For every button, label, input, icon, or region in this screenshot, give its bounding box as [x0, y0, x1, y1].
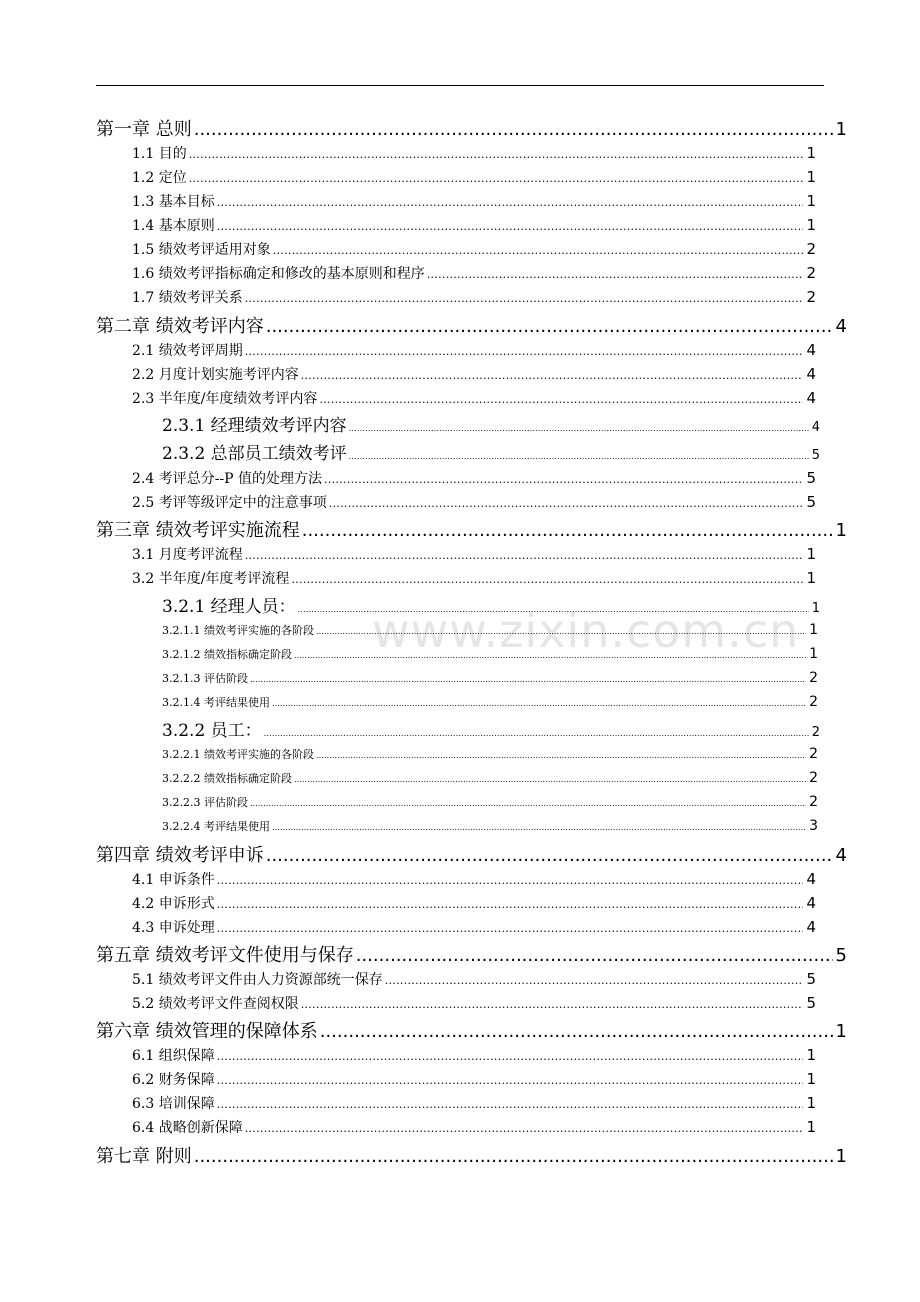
toc-title: 第四章 绩效考评申诉 [96, 845, 264, 866]
toc-title: 第一章 总则 [96, 119, 192, 140]
toc-page: 2 [806, 240, 816, 258]
toc-entry[interactable] [132, 917, 816, 937]
toc-page: 2 [806, 288, 816, 306]
toc-leader [316, 751, 806, 760]
toc-leader [320, 1021, 833, 1042]
toc-entry[interactable] [132, 1093, 816, 1113]
toc-leader [194, 1146, 833, 1167]
toc-leader [291, 573, 803, 586]
toc-title: 3.2.2.2 绩效指标确定阶段 [162, 772, 292, 785]
toc-entry[interactable] [96, 1017, 847, 1041]
toc-page: 1 [806, 1118, 816, 1136]
toc-leader [316, 627, 806, 636]
toc-entry[interactable] [162, 746, 818, 762]
toc-leader [273, 244, 804, 257]
toc-page: 1 [835, 1146, 847, 1167]
toc-page: 5 [835, 945, 847, 966]
toc-title: 5.2 绩效考评文件查阅权限 [132, 996, 299, 1012]
toc-leader [217, 922, 804, 935]
toc-leader [217, 898, 804, 911]
toc-leader [266, 845, 833, 866]
toc-page: 4 [806, 341, 816, 359]
toc-leader [349, 424, 809, 433]
toc-entry[interactable] [132, 1117, 816, 1137]
toc-title: 4.3 申诉处理 [132, 920, 215, 936]
toc-leader [294, 651, 806, 660]
toc-entry[interactable] [132, 544, 816, 564]
toc-entry[interactable] [96, 115, 847, 139]
toc-title: 6.4 战略创新保障 [132, 1120, 243, 1136]
toc-page: 2 [809, 770, 818, 786]
toc-title: 6.3 培训保障 [132, 1096, 215, 1112]
toc-page: 1 [835, 520, 847, 541]
toc-entry[interactable] [162, 716, 820, 741]
toc-title: 2.3.1 经理绩效考评内容 [162, 416, 347, 436]
toc-title: 1.4 基本原则 [132, 218, 215, 234]
toc-page: 4 [835, 316, 847, 337]
toc-leader [302, 520, 833, 541]
toc-entry[interactable] [132, 364, 816, 384]
toc-page: 4 [806, 918, 816, 936]
toc-title: 3.2 半年度/年度考评流程 [132, 571, 290, 587]
toc-leader [217, 874, 804, 887]
toc-title: 5.1 绩效考评文件由人力资源部统一保存 [132, 972, 383, 988]
toc-page: 1 [835, 119, 847, 140]
toc-page: 1 [806, 1046, 816, 1064]
toc-leader [217, 1098, 804, 1111]
toc-leader [298, 605, 809, 614]
toc-page: 4 [806, 894, 816, 912]
toc-title: 3.2.1.2 绩效指标确定阶段 [162, 648, 292, 661]
toc-leader [349, 452, 809, 461]
toc-title: 1.7 绩效考评关系 [132, 290, 243, 306]
toc-entry[interactable] [96, 1142, 847, 1166]
toc-leader [319, 393, 803, 406]
toc-title: 3.2.2 员工： [162, 721, 262, 741]
toc-title: 1.5 绩效考评适用对象 [132, 242, 271, 258]
toc-page: 1 [811, 601, 820, 616]
toc-leader [264, 729, 809, 738]
toc-entry[interactable] [132, 167, 816, 187]
toc-page: 1 [835, 1021, 847, 1042]
toc-page: 5 [806, 493, 816, 511]
toc-entry[interactable] [132, 1069, 816, 1089]
toc-page: 3 [809, 818, 818, 834]
toc-title: 6.2 财务保障 [132, 1072, 215, 1088]
toc-entry[interactable] [162, 770, 818, 786]
toc-entry[interactable] [162, 439, 820, 464]
toc-title: 3.2.2.1 绩效考评实施的各阶段 [162, 748, 314, 761]
toc-leader [324, 473, 803, 486]
toc-leader [189, 148, 804, 161]
toc-leader [250, 799, 806, 808]
toc-page: 4 [811, 420, 820, 435]
toc-entry[interactable] [96, 941, 847, 965]
toc-title: 1.6 绩效考评指标确定和修改的基本原则和程序 [132, 266, 425, 282]
toc-entry[interactable] [132, 1045, 816, 1065]
toc-title: 2.3 半年度/年度绩效考评内容 [132, 391, 318, 407]
toc-title: 3.2.2.4 考评结果使用 [162, 820, 270, 833]
toc-page: 2 [809, 694, 818, 710]
toc-page: 1 [806, 144, 816, 162]
toc-entry[interactable] [132, 568, 816, 588]
toc-entry[interactable] [132, 893, 816, 913]
toc-title: 2.5 考评等级评定中的注意事项 [132, 495, 327, 511]
toc-title: 1.1 目的 [132, 146, 187, 162]
toc-entry[interactable] [132, 215, 816, 235]
toc-page: 5 [806, 970, 816, 988]
toc-entry[interactable] [162, 670, 818, 686]
toc-page: 1 [806, 216, 816, 234]
toc-leader [385, 974, 804, 987]
toc-page: 1 [806, 192, 816, 210]
toc-title: 3.2.2.3 评估阶段 [162, 796, 248, 809]
toc-leader [329, 497, 804, 510]
toc-entry[interactable] [96, 516, 847, 540]
toc-leader [217, 1074, 804, 1087]
toc-leader [272, 699, 806, 708]
toc-page: 1 [806, 1070, 816, 1088]
toc-leader [272, 823, 806, 832]
toc-entry[interactable] [162, 794, 818, 810]
toc-page: 2 [806, 264, 816, 282]
toc-leader [245, 549, 804, 562]
toc-leader [301, 369, 804, 382]
toc-leader [245, 292, 804, 305]
toc-leader [266, 316, 833, 337]
toc-title: 2.2 月度计划实施考评内容 [132, 367, 299, 383]
toc-entry[interactable] [162, 592, 820, 617]
toc-leader [301, 998, 804, 1011]
toc-title: 2.1 绩效考评周期 [132, 343, 243, 359]
toc-entry[interactable] [132, 388, 816, 408]
toc-page: 2 [809, 794, 818, 810]
toc-entry[interactable] [132, 993, 816, 1013]
toc-title: 4.1 申诉条件 [132, 872, 215, 888]
toc-page: 2 [811, 725, 820, 740]
toc-leader [194, 119, 833, 140]
toc-title: 第七章 附则 [96, 1146, 192, 1167]
toc-title: 第六章 绩效管理的保障体系 [96, 1021, 318, 1042]
toc-leader [217, 1050, 804, 1063]
toc-title: 6.1 组织保障 [132, 1048, 215, 1064]
toc-title: 3.2.1.3 评估阶段 [162, 672, 248, 685]
toc-entry[interactable] [132, 263, 816, 283]
toc-title: 第五章 绩效考评文件使用与保存 [96, 945, 354, 966]
toc-leader [250, 675, 806, 684]
toc-leader [217, 196, 804, 209]
toc-title: 1.3 基本目标 [132, 194, 215, 210]
toc-title: 2.3.2 总部员工绩效考评 [162, 444, 347, 464]
toc-page: 4 [806, 870, 816, 888]
toc-page: 1 [806, 545, 816, 563]
toc-entry[interactable] [132, 143, 816, 163]
toc-entry[interactable] [132, 869, 816, 889]
toc-page: 5 [806, 469, 816, 487]
toc-entry[interactable] [132, 287, 816, 307]
toc-page: 4 [806, 365, 816, 383]
toc-leader [245, 345, 804, 358]
toc-leader [294, 775, 806, 784]
toc-entry[interactable] [132, 969, 816, 989]
toc-title: 3.2.1.4 考评结果使用 [162, 696, 270, 709]
toc-page: 1 [806, 1094, 816, 1112]
toc-title: 3.1 月度考评流程 [132, 547, 243, 563]
toc-entry[interactable] [162, 622, 818, 638]
toc-leader [245, 1122, 804, 1135]
toc-entry[interactable] [132, 239, 816, 259]
toc-entry[interactable] [96, 841, 847, 865]
toc-entry[interactable] [162, 411, 820, 436]
toc-title: 第二章 绩效考评内容 [96, 316, 264, 337]
toc-entry[interactable] [162, 646, 818, 662]
toc-page: 4 [835, 845, 847, 866]
toc-entry[interactable] [132, 468, 816, 488]
toc-entry[interactable] [132, 340, 816, 360]
toc-page: 1 [806, 168, 816, 186]
toc-leader [427, 268, 804, 281]
toc-leader [356, 945, 833, 966]
watermark: www.zixin.com.cn [372, 604, 800, 658]
toc-page: 1 [806, 569, 816, 587]
toc-title: 1.2 定位 [132, 170, 187, 186]
toc-page: 5 [806, 994, 816, 1012]
toc-entry[interactable] [132, 191, 816, 211]
toc-page: 2 [809, 670, 818, 686]
toc-entry[interactable] [162, 694, 818, 710]
toc-page: 2 [809, 746, 818, 762]
toc-entry[interactable] [132, 492, 816, 512]
toc-entry[interactable] [96, 312, 847, 336]
toc-entry[interactable] [162, 818, 818, 834]
toc-page: 5 [811, 448, 820, 463]
toc-title: 第三章 绩效考评实施流程 [96, 520, 300, 541]
toc-page: 1 [809, 622, 818, 638]
toc-title: 4.2 申诉形式 [132, 896, 215, 912]
toc-page: 1 [809, 646, 818, 662]
toc-leader [189, 172, 804, 185]
toc-title: 3.2.1 经理人员： [162, 597, 296, 617]
toc-page: 4 [806, 389, 816, 407]
toc-title: 2.4 考评总分--P 值的处理方法 [132, 471, 323, 487]
toc-leader [217, 220, 804, 233]
toc-title: 3.2.1.1 绩效考评实施的各阶段 [162, 624, 314, 637]
